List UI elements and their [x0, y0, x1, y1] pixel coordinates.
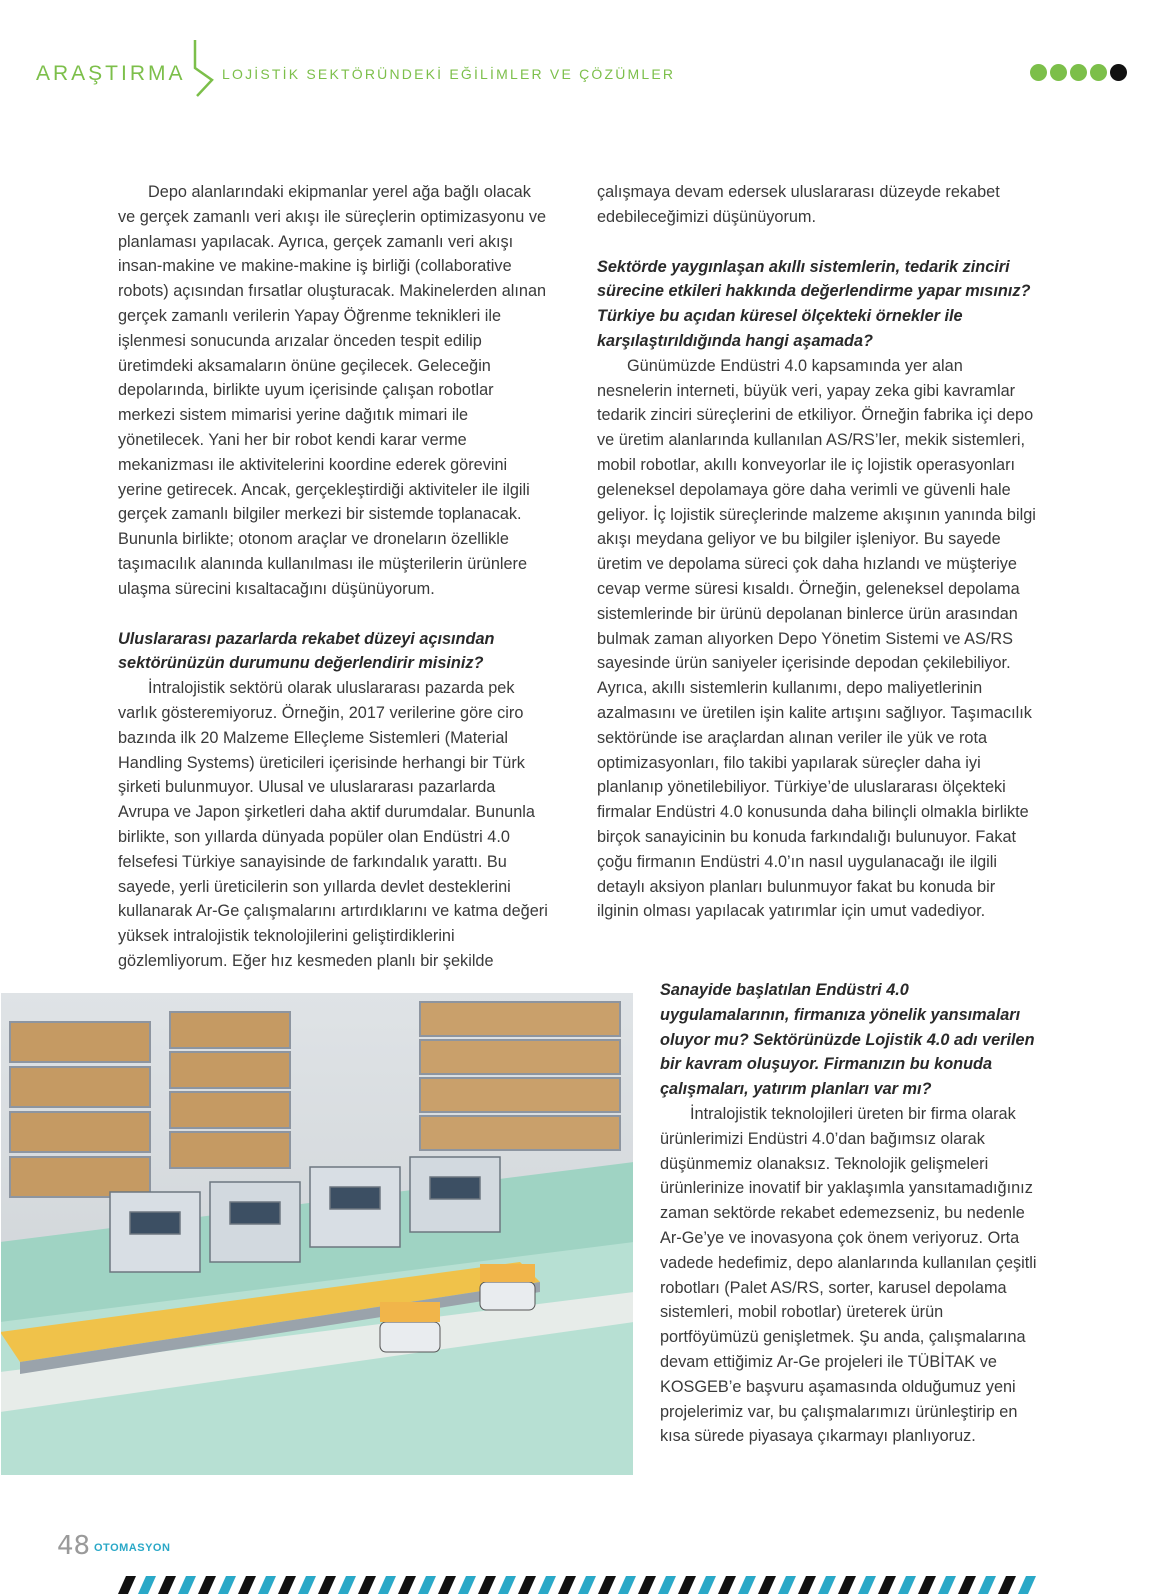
- stripe: [118, 1576, 136, 1594]
- stripe: [818, 1576, 836, 1594]
- stripe: [658, 1576, 676, 1594]
- stripe: [298, 1576, 316, 1594]
- stripe: [558, 1576, 576, 1594]
- stripe: [158, 1576, 176, 1594]
- warehouse-robots-illustration: [0, 992, 634, 1476]
- paragraph: İntralojistik sektörü olarak uluslararası pazarda pek varlık gösteremiyoruz. Örneğin, 2017 verilerine göre ciro bazında ilk 20 Malzeme Elleçleme Sistemleri (Material Handling Systems) üreticileri içerisinde herhangi bir Türk şirketi bulunmuyor. Ulusal ve uluslararası pazarlarda Avrupa ve Japon şirketleri daha aktif durumdalar. Bununla birlikte, son yıllarda dünyada popüler olan Endüstri 4.0 felsefesi Türkiye sanayisinde de farkındalık yarattı. Bu sayede, yerli üreticilerin son yıllarda devlet desteklerini kullanarak Ar-Ge çalışmalarını artırdıklarını ve katma değeri yüksek intralojistik teknolojilerini geliştirdiklerini gözlemliyorum. Eğer hız kesmeden planlı bir şekilde: [118, 679, 548, 970]
- stripe: [278, 1576, 296, 1594]
- dot: [1090, 64, 1107, 81]
- stripe: [518, 1576, 536, 1594]
- section-divider-mark: [192, 38, 218, 98]
- section-title: ARAŞTIRMA: [36, 62, 186, 85]
- stripe: [798, 1576, 816, 1594]
- stripe: [358, 1576, 376, 1594]
- stripe: [178, 1576, 196, 1594]
- stripe: [198, 1576, 216, 1594]
- stripe: [478, 1576, 496, 1594]
- stripe: [918, 1576, 936, 1594]
- interview-question: Uluslararası pazarlarda rekabet düzeyi açısından sektörünüzün durumunu değerlendirir misiniz?: [118, 629, 495, 673]
- decorative-stripes: [118, 1576, 1038, 1594]
- stripe: [878, 1576, 896, 1594]
- stripe: [738, 1576, 756, 1594]
- stripe: [338, 1576, 356, 1594]
- dot: [1050, 64, 1067, 81]
- dot-active: [1110, 64, 1127, 81]
- stripe: [258, 1576, 276, 1594]
- stripe: [438, 1576, 456, 1594]
- stripe: [698, 1576, 716, 1594]
- stripe: [618, 1576, 636, 1594]
- stripe: [318, 1576, 336, 1594]
- paragraph: Günümüzde Endüstri 4.0 kapsamında yer alan nesnelerin interneti, büyük veri, yapay zeka gibi kavramlar tedarik zinciri süreçlerini de etkiliyor. Örneğin fabrika içi depo ve üretim alanlarında kullanılan AS/RS’ler, mekik sistemleri, mobil robotlar, akıllı konveyorlar ile iç lojistik operasyonları geleneksel depolamaya göre daha verimli ve güvenli hale geliyor. İç lojistik süreçlerinde malzeme akışının yanında bilgi akışı meydana geliyor ve bu bilgiler işleniyor. Bu sayede üretim ve depolama süreci çok daha hızlandı ve müşteriye cevap verme süresi kısaldı. Örneğin, geleneksel depolama sistemlerinde bir ürünü depolanan binlerce ürün arasından bulmak zaman alıyorken Depo Yönetim Sistemi ve AS/RS sayesinde ürün saniyeler içerisinde depodan çekilebiliyor. Ayrıca, akıllı sistemlerin kullanımı, depo maliyetlerinin azalmasını ve üretilen işin kalite artışını sağlıyor. Taşımacılık sektöründe ise araçlardan alınan veriler ile yük ve rota optimizasyonları, filo takibi yapılarak süreçler daha iyi planlanıp yönetilebiliyor. Türkiye’de uluslararası ölçekteki firmalar Endüstri 4.0 konusunda daha bilinçli olmakla birlikte birçok sanayicinin bu konuda farkındalığı bulunuyor. Fakat çoğu firmanın Endüstri 4.0’ın nasıl uygulanacağı ile ilgili detaylı aksiyon planları bulunmuyor fakat bu konuda bir ilginin olması yapılacak yatırımlar için umut vadediyor.: [597, 356, 1036, 921]
- article-column-1: [118, 180, 550, 974]
- dot: [1030, 64, 1047, 81]
- stripe: [958, 1576, 976, 1594]
- stripe: [598, 1576, 616, 1594]
- stripe: [138, 1576, 156, 1594]
- stripe: [678, 1576, 696, 1594]
- article-column-2: [597, 180, 1037, 924]
- stripe: [778, 1576, 796, 1594]
- stripe: [238, 1576, 256, 1594]
- dot: [1070, 64, 1087, 81]
- stripe: [458, 1576, 476, 1594]
- magazine-name: OTOMASYON: [94, 1542, 171, 1554]
- stripe: [858, 1576, 876, 1594]
- interview-question: Sektörde yaygınlaşan akıllı sistemlerin, tedarik zinciri sürecine etkileri hakkında değerlendirme yapar mısınız? Türkiye bu açıdan küresel ölçekteki örnekler ile karşılaştırıldığında hangi aşamada?: [597, 257, 1031, 350]
- stripe: [498, 1576, 516, 1594]
- interview-question: Sanayide başlatılan Endüstri 4.0 uygulamalarının, firmanıza yönelik yansımaları oluyor mu? Sektörünüzde Lojistik 4.0 adı verilen bir kavram oluşuyor. Firmanızın bu konuda çalışmaları, yatırım planları var mı?: [660, 981, 1035, 1099]
- stripe: [758, 1576, 776, 1594]
- paragraph: Depo alanlarındaki ekipmanlar yerel ağa bağlı olacak ve gerçek zamanlı veri akışı ile süreçlerin optimizasyonu ve planlaması yapılacak. Ayrıca, gerçek zamanlı veri akışı insan-makine ve makine-makine iş birliği (collaborative robots) açısından fırsatlar oluşturacak. Makinelerden alınan gerçek zamanlı verilerin Yapay Öğrenme teknikleri ile işlenmesi sonucunda arızalar önceden tespit edilip üretimdeki aksamaların önüne geçilecek. Geleceğin depolarında, birlikte uyum içerisinde çalışan robotlar merkezi sistem mimarisi yerine dağıtık mimari ile yönetilecek. Yani her bir robot kendi karar verme mekanizması ile aktivitelerini koordine ederek görevini yerine getirecek. Ancak, gerçekleştirdiği aktiviteler ile ilgili gerçek zamanlı bilgiler merkezi bir sistemde toplanacak. Bununla birlikte; otonom araçlar ve droneların özellikle taşımacılık alanında kullanılması ile müşterilerin ürünlere ulaşma sürecini kısaltacağını düşünüyorum.: [118, 183, 547, 598]
- stripe: [938, 1576, 956, 1594]
- page-number: 48: [57, 1531, 91, 1561]
- stripe: [398, 1576, 416, 1594]
- stripe: [418, 1576, 436, 1594]
- paragraph: İntralojistik teknolojileri üreten bir firma olarak ürünlerimizi Endüstri 4.0’dan bağımsız olarak düşünmemiz olanaksız. Teknolojik gelişmeleri ürünlerinize inovatif bir yaklaşımla yansıtamadığınız zaman sektörde rekabet edemezseniz, bu nedenle Ar-Ge’ye ve inovasyona çok önem veriyoruz. Orta vadede hedefimiz, depo alanlarında kullanılan çeşitli robotları (Palet AS/RS, sorter, karusel depolama sistemleri, mobil robotlar) üreterek ürün portföyümüzü genişletmek. Şu anda, çalışmalarına devam ettiğimiz Ar-Ge projeleri ile TÜBİTAK ve KOSGEB’e başvuru aşamasında olduğumuz yeni projelerimiz var, bu çalışmalarımızı ürünleştirip en kısa sürede piyasaya çıkarmayı planlıyoruz.: [660, 1104, 1037, 1446]
- stripe: [378, 1576, 396, 1594]
- stripe: [538, 1576, 556, 1594]
- stripe: [998, 1576, 1016, 1594]
- section-subtitle: LOJİSTİK SEKTÖRÜNDEKİ EĞİLİMLER VE ÇÖZÜMLER: [222, 66, 676, 82]
- stripe: [578, 1576, 596, 1594]
- article-column-3: [660, 978, 1037, 1449]
- stripe: [1018, 1576, 1036, 1594]
- stripe: [838, 1576, 856, 1594]
- paragraph: çalışmaya devam edersek uluslararası düzeyde rekabet edebileceğimizi düşünüyorum.: [597, 183, 1000, 226]
- stripe: [978, 1576, 996, 1594]
- page-dots: [1030, 64, 1127, 81]
- stripe: [218, 1576, 236, 1594]
- stripe: [638, 1576, 656, 1594]
- stripe: [898, 1576, 916, 1594]
- stripe: [718, 1576, 736, 1594]
